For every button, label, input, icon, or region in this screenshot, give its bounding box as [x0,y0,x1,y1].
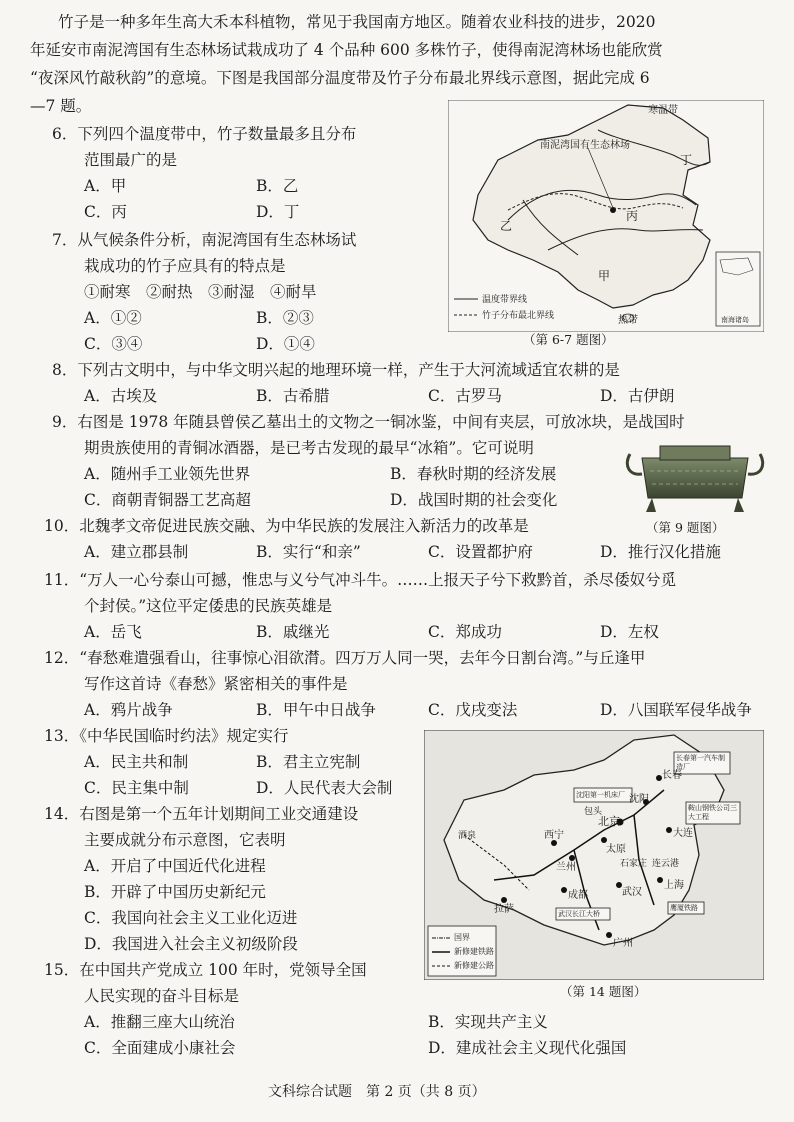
city-jiuquan: 酒泉 [458,831,477,841]
city-guangzhou: 广州 [613,938,633,949]
question-7-option-b[interactable]: B．②③ [256,309,314,327]
question-10-option-c[interactable]: C．设置都护府 [428,543,533,561]
question-14-option-c[interactable]: C．我国向社会主义工业化迈进 [84,909,298,927]
temperature-zone-map [448,100,764,332]
intro-line-2: 年延安市南泥湾国有生态林场试栽成功了 4 个品种 600 多株竹子，使得南泥湾林场也能欣赏 [30,41,663,59]
question-11-option-b[interactable]: B．戚继光 [256,623,330,641]
map-label-jia: 甲 [598,269,611,283]
map14-legend-3: 新修建公路 [454,961,494,970]
map14-legend-2: 新修建铁路 [454,947,494,956]
question-12-option-b[interactable]: B．甲午中日战争 [256,701,376,719]
city-shanghai: 上海 [664,880,684,891]
question-6-option-a[interactable]: A．甲 [84,177,127,195]
question-14-option-a[interactable]: A．开启了中国近代化进程 [84,857,266,875]
callout-wuhan-bridge: 武汉长江大桥 [558,910,600,918]
question-12-option-d[interactable]: D．八国联军侵华战争 [600,701,752,719]
question-14-option-d[interactable]: D．我国进入社会主义初级阶段 [84,935,298,953]
question-6-option-d[interactable]: D．丁 [256,203,300,221]
bronze-ice-jian-svg [620,436,770,518]
callout-anshan: 鞍山钢铁公司三大工程 [688,804,737,821]
callout-shenyang: 沈阳第一机床厂 [576,791,625,799]
question-13-option-d[interactable]: D．人民代表大会制 [256,779,393,797]
question-6-option-b[interactable]: B．乙 [256,177,299,195]
city-taiyuan: 太原 [606,844,626,855]
question-7-stem-cont: 栽成功的竹子应具有的特点是 [84,257,286,275]
question-7-stem: 7．从气候条件分析，南泥湾国有生态林场试 [52,231,357,249]
map-label-ding: 丁 [680,153,693,167]
question-7-option-d[interactable]: D．①④ [256,335,315,353]
question-13-stem: 13．《中华民国临时约法》规定实行 [44,727,289,745]
question-6-option-c[interactable]: C．丙 [84,203,127,221]
five-year-plan-map [424,730,764,980]
legend-label-2: 竹子分布最北界线 [482,311,555,321]
question-8-option-a[interactable]: A．古埃及 [84,387,158,405]
map2-caption: （第 14 题图） [560,984,647,999]
question-10-stem: 10．北魏孝文帝促进民族交融、为中华民族的发展注入新活力的改革是 [44,517,529,535]
question-8-option-b[interactable]: B．古希腊 [256,387,330,405]
question-15-option-b[interactable]: B．实现共产主义 [428,1013,548,1031]
question-8-option-c[interactable]: C．古罗马 [428,387,502,405]
question-11-option-d[interactable]: D．左权 [600,623,659,641]
q9-caption: （第 9 题图） [646,520,725,535]
intro-line-1: 竹子是一种多年生高大禾本科植物，常见于我国南方地区。随着农业科技的进步，2020 [58,13,656,31]
map-label-yi: 乙 [500,219,513,233]
city-shijiazhuang: 石家庄 [620,859,648,869]
question-9-option-d[interactable]: D．战国时期的社会变化 [390,491,558,509]
question-11-stem: 11．“万人一心兮泰山可撼，惟忠与义兮气冲斗牛。……上报天子兮下救黔首，杀尽倭奴兮觅 [44,571,677,589]
city-baotou: 包头 [584,807,603,817]
map1-caption: （第 6-7 题图） [523,332,614,347]
question-11-option-a[interactable]: A．岳飞 [84,623,142,641]
question-9-option-b[interactable]: B．春秋时期的经济发展 [390,465,557,483]
question-12-option-a[interactable]: A．鸦片战争 [84,701,173,719]
callout-yingxia: 鹰厦铁路 [670,904,698,912]
question-6-stem-cont: 范围最广的是 [84,151,178,169]
question-15-option-d[interactable]: D．建成社会主义现代化强国 [428,1039,627,1057]
question-13-option-b[interactable]: B．君主立宪制 [256,753,361,771]
question-7-option-c[interactable]: C．③④ [84,335,143,353]
legend-label-1: 温度带界线 [482,295,528,305]
city-lasa: 拉萨 [494,904,514,915]
city-beijing: 北京 [598,815,620,828]
callout-changchun: 长春第一汽车制造厂 [676,754,725,771]
city-chengdu: 成都 [568,890,588,901]
map-label-nanhai: 南海诸岛 [721,316,749,324]
question-9-option-a[interactable]: A．随州手工业领先世界 [84,465,251,483]
question-6-stem: 6．下列四个温度带中，竹子数量最多且分布 [52,125,357,143]
question-9-option-c[interactable]: C．商朝青铜器工艺高超 [84,491,251,509]
map-label-forest: 南泥湾国有生态林场 [540,140,630,151]
city-shenyang: 沈阳 [629,794,649,805]
question-8-stem: 8．下列古文明中，与中华文明兴起的地理环境一样，产生于大河流域适宜农耕的是 [52,361,620,379]
question-15-option-a[interactable]: A．推翻三座大山统治 [84,1013,235,1031]
bronze-ice-jian-image [620,436,770,518]
question-15-stem: 15．在中国共产党成立 100 年时，党领导全国 [44,961,367,979]
question-10-option-b[interactable]: B．实行“和亲” [256,543,361,561]
map-label-hanwen: 寒温带 [648,105,678,116]
question-10-option-a[interactable]: A．建立郡县制 [84,543,189,561]
question-12-option-c[interactable]: C．戊戌变法 [428,701,518,719]
question-7-items: ①耐寒 ②耐热 ③耐湿 ④耐旱 [84,283,317,301]
question-9-stem-cont: 期贵族使用的青铜冰酒器，是已考古发现的最早“冰箱”。它可说明 [84,439,534,457]
question-15-stem-cont: 人民实现的奋斗目标是 [84,987,240,1005]
question-10-option-d[interactable]: D．推行汉化措施 [600,543,721,561]
question-15-option-c[interactable]: C．全面建成小康社会 [84,1039,236,1057]
city-changchun: 长春 [662,770,682,781]
question-12-stem: 12．“春愁难遣强看山，往事惊心泪欲潸。四万万人同一哭，去年今日割台湾。”与丘逢甲 [44,649,646,667]
question-11-stem-cont: 个封侯。”这位平定倭患的民族英雄是 [84,597,333,615]
question-14-stem-cont: 主要成就分布示意图，它表明 [84,831,286,849]
question-12-stem-cont: 写作这首诗《春愁》紧密相关的事件是 [84,675,348,693]
page-footer: 文科综合试题 第 2 页（共 8 页） [268,1084,486,1100]
question-8-option-d[interactable]: D．古伊朗 [600,387,675,405]
question-13-option-a[interactable]: A．民主共和制 [84,753,189,771]
map-label-redai: 热带 [618,315,638,326]
map14-legend-1: 国界 [454,933,470,942]
question-14-stem: 14．右图是第一个五年计划期间工业交通建设 [44,805,359,823]
question-11-option-c[interactable]: C．郑成功 [428,623,502,641]
question-14-option-b[interactable]: B．开辟了中国历史新纪元 [84,883,266,901]
question-13-option-c[interactable]: C．民主集中制 [84,779,189,797]
question-7-option-a[interactable]: A．①② [84,309,142,327]
intro-line-3: “夜深风竹敲秋韵”的意境。下图是我国部分温度带及竹子分布最北界线示意图，据此完成 6 [30,69,650,87]
city-lanzhou: 兰州 [556,862,576,873]
city-wuhan: 武汉 [622,887,642,898]
intro-line-4: —7 题。 [30,97,92,115]
city-dalian: 大连 [673,828,693,839]
map-label-bing: 丙 [626,209,639,223]
city-lianyungang: 连云港 [652,859,680,869]
question-9-stem: 9．右图是 1978 年随县曾侯乙墓出土的文物之一铜冰鉴，中间有夹层，可放冰块，是战国时 [52,413,685,431]
city-xining: 西宁 [544,830,564,841]
